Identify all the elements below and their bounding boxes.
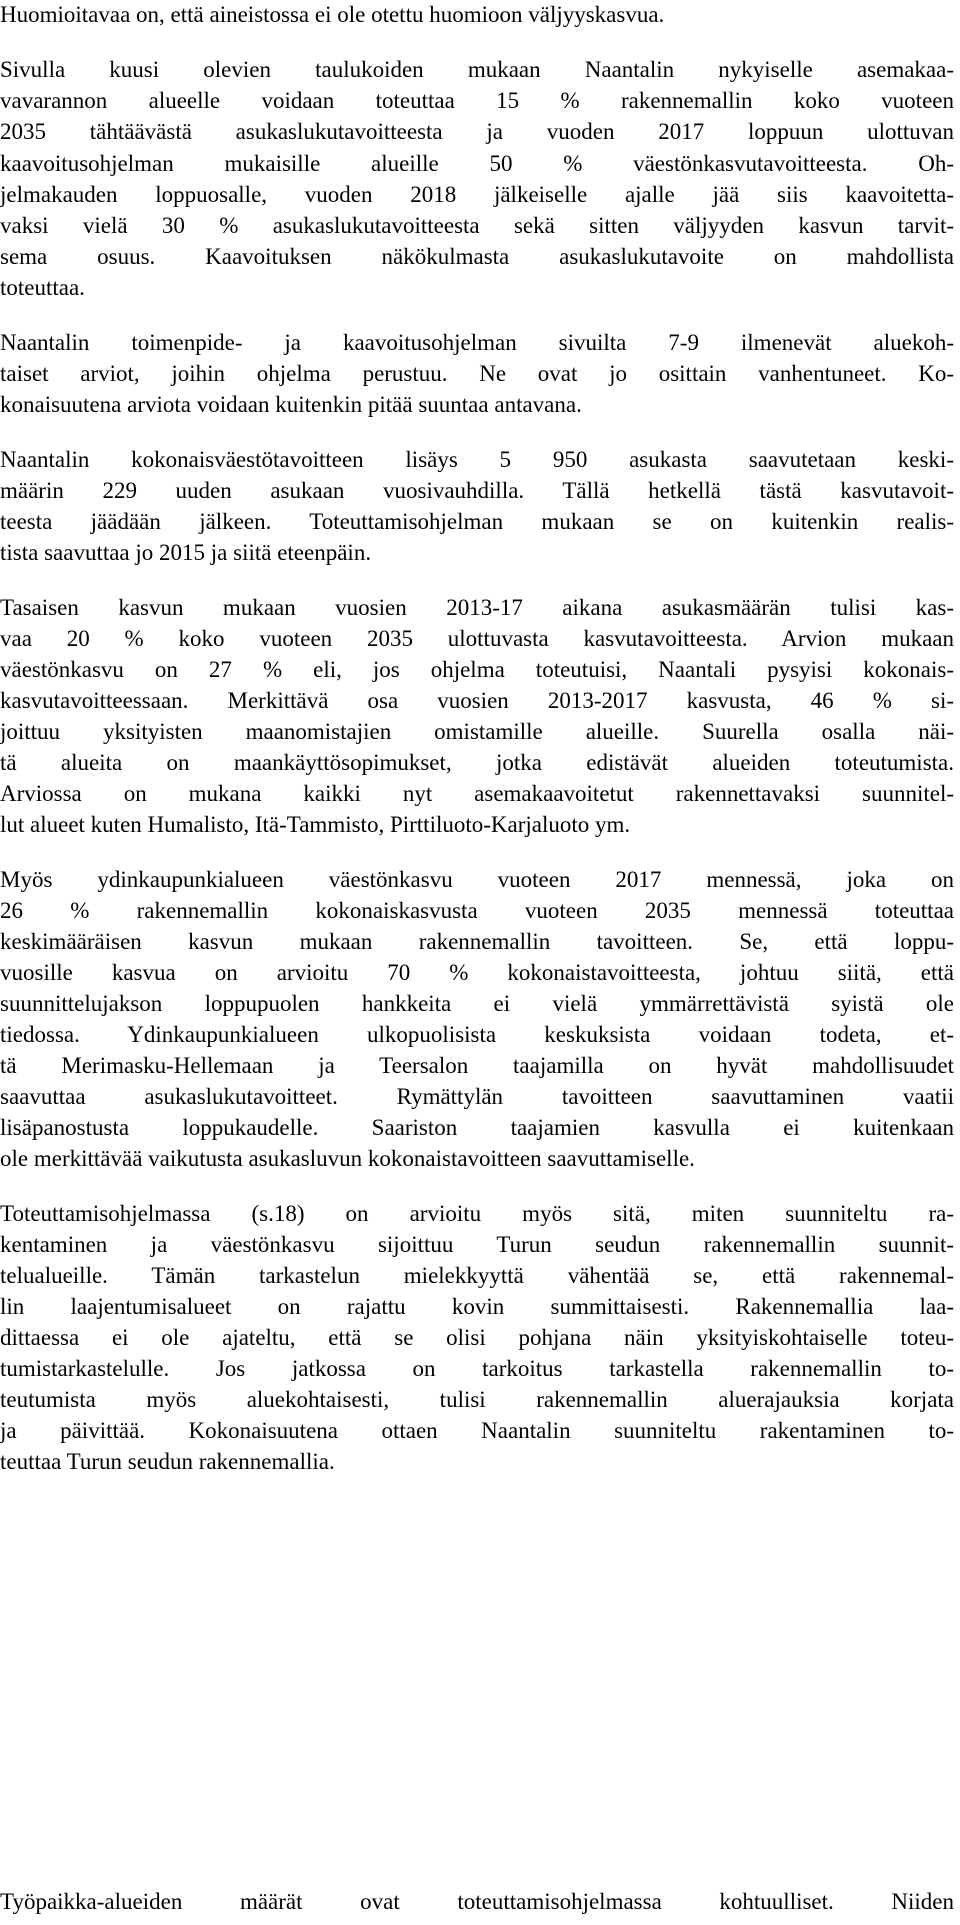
paragraph-line: ja päivittää. Kokonaisuutena ottaen Naantalin suunniteltu rakentaminen to- bbox=[0, 1418, 954, 1443]
paragraph-line: määrin 229 uuden asukaan vuosivauhdilla. Tällä hetkellä tästä kasvutavoit- bbox=[0, 478, 954, 503]
paragraph-line: dittaessa ei ole ajateltu, että se olisi pohjana näin yksityiskohtaiselle toteu- bbox=[0, 1325, 954, 1350]
paragraph-line: kasvutavoitteessaan. Merkittävä osa vuosien 2013-2017 kasvusta, 46 % si- bbox=[0, 688, 954, 713]
paragraph-line: saavuttaa asukaslukutavoitteet. Rymättylän tavoitteen saavuttaminen vaatii bbox=[0, 1084, 954, 1109]
paragraph-line: vavarannon alueelle voidaan toteuttaa 15 % rakennemallin koko vuoteen bbox=[0, 88, 954, 113]
paragraph-line: suunnittelujakson loppupuolen hankkeita ei vielä ymmärrettävistä syistä ole bbox=[0, 991, 954, 1016]
paragraph-line: teutumista myös aluekohtaisesti, tulisi rakennemallin aluerajauksia korjata bbox=[0, 1387, 954, 1412]
paragraph-line: Myös ydinkaupunkialueen väestönkasvu vuoteen 2017 mennessä, joka on bbox=[0, 867, 954, 892]
paragraph-line: keskimääräisen kasvun mukaan rakennemallin tavoitteen. Se, että loppu- bbox=[0, 929, 954, 954]
paragraph-line: vaksi vielä 30 % asukaslukutavoitteesta sekä sitten väljyyden kasvun tarvit- bbox=[0, 213, 954, 238]
paragraph-line: ole merkittävää vaikutusta asukasluvun kokonaistavoitteen saavuttamiselle. bbox=[0, 1146, 695, 1171]
paragraph-line: vaa 20 % koko vuoteen 2035 ulottuvasta kasvutavoitteesta. Arvion mukaan bbox=[0, 626, 954, 651]
paragraph-line: taiset arviot, joihin ohjelma perustuu. Ne ovat jo osittain vanhentuneet. Ko- bbox=[0, 361, 954, 386]
paragraph-line: Tasaisen kasvun mukaan vuosien 2013-17 aikana asukasmäärän tulisi kas- bbox=[0, 595, 954, 620]
paragraph-line: lut alueet kuten Humalisto, Itä-Tammisto, Pirttiluoto-Karjaluoto ym. bbox=[0, 812, 631, 837]
paragraph-line: Sivulla kuusi olevien taulukoiden mukaan Naantalin nykyiselle asemakaa- bbox=[0, 57, 954, 82]
paragraph-line: 2035 tähtäävästä asukaslukutavoitteesta ja vuoden 2017 loppuun ulottuvan bbox=[0, 119, 954, 144]
paragraph-line: lisäpanostusta loppukaudelle. Saariston taajamien kasvulla ei kuitenkaan bbox=[0, 1115, 954, 1140]
paragraph-line: tista saavuttaa jo 2015 ja siitä eteenpäin. bbox=[0, 540, 372, 565]
paragraph-line: Naantalin toimenpide- ja kaavoitusohjelman sivuilta 7-9 ilmenevät aluekoh- bbox=[0, 330, 954, 355]
paragraph-line: teesta jäädään jälkeen. Toteuttamisohjelman mukaan se on kuitenkin realis- bbox=[0, 509, 954, 534]
paragraph-line: lin laajentumisalueet on rajattu kovin summittaisesti. Rakennemallia laa- bbox=[0, 1294, 954, 1319]
paragraph-line: Arviossa on mukana kaikki nyt asemakaavoitetut rakennettavaksi suunnitel- bbox=[0, 781, 954, 806]
paragraph-line: Naantalin kokonaisväestötavoitteen lisäys 5 950 asukasta saavutetaan keski- bbox=[0, 447, 954, 472]
paragraph-line: konaisuutena arviota voidaan kuitenkin pitää suuntaa antavana. bbox=[0, 392, 582, 417]
paragraph-line: sema osuus. Kaavoituksen näkökulmasta asukaslukutavoite on mahdollista bbox=[0, 244, 954, 269]
paragraph-line: tumistarkastelulle. Jos jatkossa on tarkoitus tarkastella rakennemallin to- bbox=[0, 1356, 954, 1381]
paragraph-line: Työpaikka-alueiden määrät ovat toteuttamisohjelmassa kohtuulliset. Niiden bbox=[0, 1889, 954, 1914]
paragraph-line: kaavoitusohjelman mukaisille alueille 50 % väestönkasvutavoitteesta. Oh- bbox=[0, 151, 954, 176]
paragraph-line: teuttaa Turun seudun rakennemallia. bbox=[0, 1449, 335, 1474]
paragraph-line: tä alueita on maankäyttösopimukset, jotka edistävät alueiden toteutumista. bbox=[0, 750, 954, 775]
paragraph-line: joittuu yksityisten maanomistajien omistamille alueille. Suurella osalla näi- bbox=[0, 719, 954, 744]
paragraph-line: tiedossa. Ydinkaupunkialueen ulkopuolisista keskuksista voidaan todeta, et- bbox=[0, 1022, 954, 1047]
paragraph-line: jelmakauden loppuosalle, vuoden 2018 jälkeiselle ajalle jää siis kaavoitetta- bbox=[0, 182, 954, 207]
paragraph-line: vuosille kasvua on arvioitu 70 % kokonaistavoitteesta, johtuu siitä, että bbox=[0, 960, 954, 985]
paragraph-line: telualueille. Tämän tarkastelun mielekkyyttä vähentää se, että rakennemal- bbox=[0, 1263, 954, 1288]
paragraph-line: tä Merimasku-Hellemaan ja Teersalon taajamilla on hyvät mahdollisuudet bbox=[0, 1053, 954, 1078]
paragraph-line: väestönkasvu on 27 % eli, jos ohjelma toteutuisi, Naantali pysyisi kokonais- bbox=[0, 657, 954, 682]
paragraph-line: Huomioitavaa on, että aineistossa ei ole otettu huomioon väljyyskasvua. bbox=[0, 2, 665, 27]
paragraph-line: Toteuttamisohjelmassa (s.18) on arvioitu myös sitä, miten suunniteltu ra- bbox=[0, 1201, 954, 1226]
paragraph-line: kentaminen ja väestönkasvu sijoittuu Turun seudun rakennemallin suunnit- bbox=[0, 1232, 954, 1257]
paragraph-line: toteuttaa. bbox=[0, 275, 85, 300]
paragraph-line: 26 % rakennemallin kokonaiskasvusta vuoteen 2035 mennessä toteuttaa bbox=[0, 898, 954, 923]
